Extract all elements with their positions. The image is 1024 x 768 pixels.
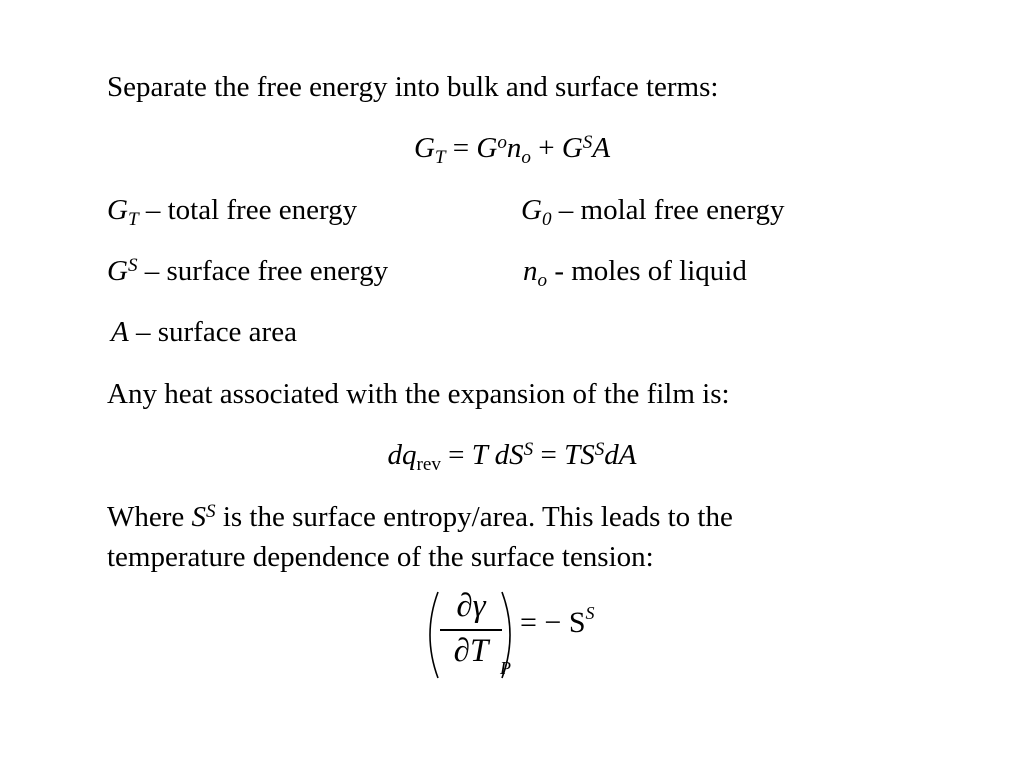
def-surface-area: A – surface area bbox=[111, 316, 297, 348]
equation-heat: $dq_{rev} = T$ $dS^S = TS^SdA$ bbox=[387, 439, 637, 475]
partial-fraction bbox=[440, 590, 502, 668]
where-text: Where $S^S$ is the surface entropy/area. This leads to the bbox=[107, 501, 733, 533]
heat-text: Any heat associated with the expansion of the film is: bbox=[107, 378, 730, 410]
where-text-line2: temperature dependence of the surface tension: bbox=[107, 541, 654, 573]
subscript-p: P bbox=[500, 658, 511, 678]
equation-surface-tension bbox=[418, 588, 618, 683]
def-molal-free-energy: $G_0$ – molal free energy bbox=[521, 194, 785, 230]
fraction-bar bbox=[440, 629, 502, 631]
def-total-free-energy: $G_T$ – total free energy bbox=[107, 194, 358, 230]
equation-free-energy: $G_T = G^on_o + G^SA$ bbox=[413, 132, 611, 168]
equation-rhs: = − $S^S$ bbox=[520, 603, 595, 639]
intro-text: Separate the free energy into bulk and surface terms: bbox=[107, 71, 719, 103]
fraction-denominator: ∂T bbox=[453, 633, 489, 669]
fraction-numerator: ∂γ bbox=[456, 588, 486, 624]
def-surface-free-energy: $G^S$ – surface free energy bbox=[107, 255, 389, 287]
def-moles-of-liquid: $n_o$ - moles of liquid bbox=[523, 255, 747, 291]
